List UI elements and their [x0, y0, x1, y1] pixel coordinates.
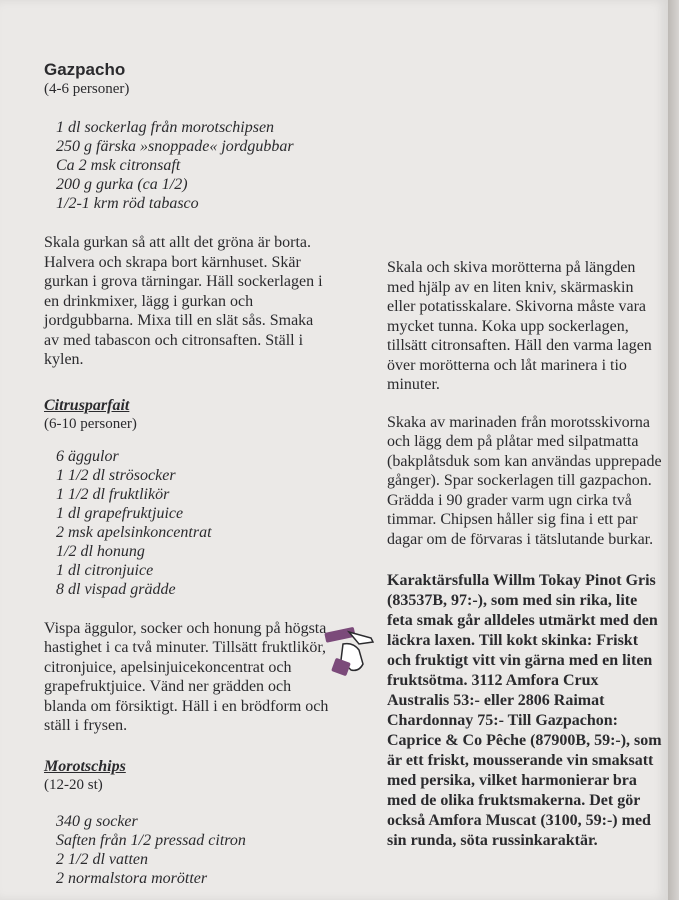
morotschips-ingredients	[44, 812, 329, 888]
gazpacho-ingredients	[44, 118, 329, 213]
ingredient-item: 1 dl sockerlag från morotschipsen	[56, 119, 275, 136]
hand-pointing-icon	[319, 620, 379, 680]
ingredient-item: 8 dl vispad grädde	[56, 580, 176, 598]
morotschips-title: Morotschips	[44, 757, 126, 775]
ingredient-item: 250 g färska »snoppade« jordgubbar	[56, 138, 294, 155]
citrusparfait-title: Citrusparfait	[44, 396, 130, 414]
ingredient-item: 1/2-1 krm röd tabasco	[56, 195, 199, 212]
ingredient-item: 1/2 dl honung	[56, 542, 145, 560]
ingredient-item: 2 msk apelsinkoncentrat	[56, 523, 212, 541]
ingredient-item: 2 1/2 dl vatten	[56, 850, 148, 868]
gazpacho-title: Gazpacho	[44, 60, 126, 79]
ingredient-item: 340 g socker	[56, 812, 138, 830]
ingredient-item: 1 1/2 dl strösocker	[56, 466, 176, 484]
gazpacho-serves: (4-6 personer)	[44, 81, 130, 97]
page-edge	[668, 0, 679, 900]
ingredient-item: 1 dl citronjuice	[56, 561, 154, 579]
ingredient-item: Ca 2 msk citronsaft	[56, 157, 181, 174]
citrusparfait-instructions: Vispa äggulor, socker och honung på högsta hastighet i ca två minuter. Tillsätt fruktlikör, citronjuice, apelsinjuicekoncentrat och grapefruktjuice. Vänd ner grädden och blanda om försiktigt. Häll i en brödform och ställ i frysen.	[44, 619, 329, 734]
morotschips-instructions-2: Skaka av marinaden från morotsskivorna och lägg dem på plåtar med silpatmatta (bakplåtsduk som kan användas upprepade gånger). Spar sockerlagen till gazpachon. Grädda i 90 grader varm ugn cirka två timmar. Chipsen håller sig fina i ett par dagar om de förvaras i tätslutande burkar.	[387, 413, 662, 548]
gazpacho-instructions: Skala gurkan så att allt det gröna är borta. Halvera och skrapa bort kärnhuset. Skär gurkan i grova tärningar. Häll sockerlagen i en drinkmixer, lägg i gurkan och jordgubbarna. Mixa till en slät sås. Smaka av med tabascon och citronsaften. Ställ i kylen.	[44, 234, 323, 368]
morotschips-instructions-1: Skala och skiva morötterna på längden med hjälp av en liten kniv, skärmaskin eller potatisskalare. Skivorna måste vara mycket tunna. Koka upp sockerlagen, tillsätt citronsaften. Häll den varma lagen över morötterna och låt marinera i tio minuter.	[387, 259, 652, 393]
ingredient-item: 1 1/2 dl fruktlikör	[56, 485, 170, 503]
ingredient-item: Saften från 1/2 pressad citron	[56, 831, 246, 849]
left-column	[44, 52, 329, 888]
citrusparfait-serves: (6-10 personer)	[44, 415, 137, 432]
wine-recommendation: Karaktärsfulla Willm Tokay Pinot Gris (83537B, 97:-), som med sin rika, lite feta smak går alldeles utmärkt med den läckra laxen. Till kokt skinka: Friskt och fruktigt vitt vin gärna med en liten fruktsötma. 3112 Amfora Crux Australis 53:- eller 2806 Raimat Chardonnay 75:- Till Gazpachon: Caprice & Co Pêche (87900B, 59:-), som är ett friskt, mousserande vin smaksatt med persika, vilket harmonierar bra med de olika fruktsmakerna. Det gör också Amfora Muscat (3100, 59:-) med sin runda, söta russinkaraktär.	[387, 572, 662, 849]
ingredient-item: 2 normalstora morötter	[56, 869, 208, 887]
ingredient-item: 6 äggulor	[56, 447, 119, 465]
right-column	[387, 258, 662, 851]
ingredient-item: 1 dl grapefruktjuice	[56, 504, 184, 522]
ingredient-item: 200 g gurka (ca 1/2)	[56, 176, 188, 193]
citrusparfait-ingredients	[44, 447, 329, 599]
morotschips-serves: (12-20 st)	[44, 776, 103, 793]
